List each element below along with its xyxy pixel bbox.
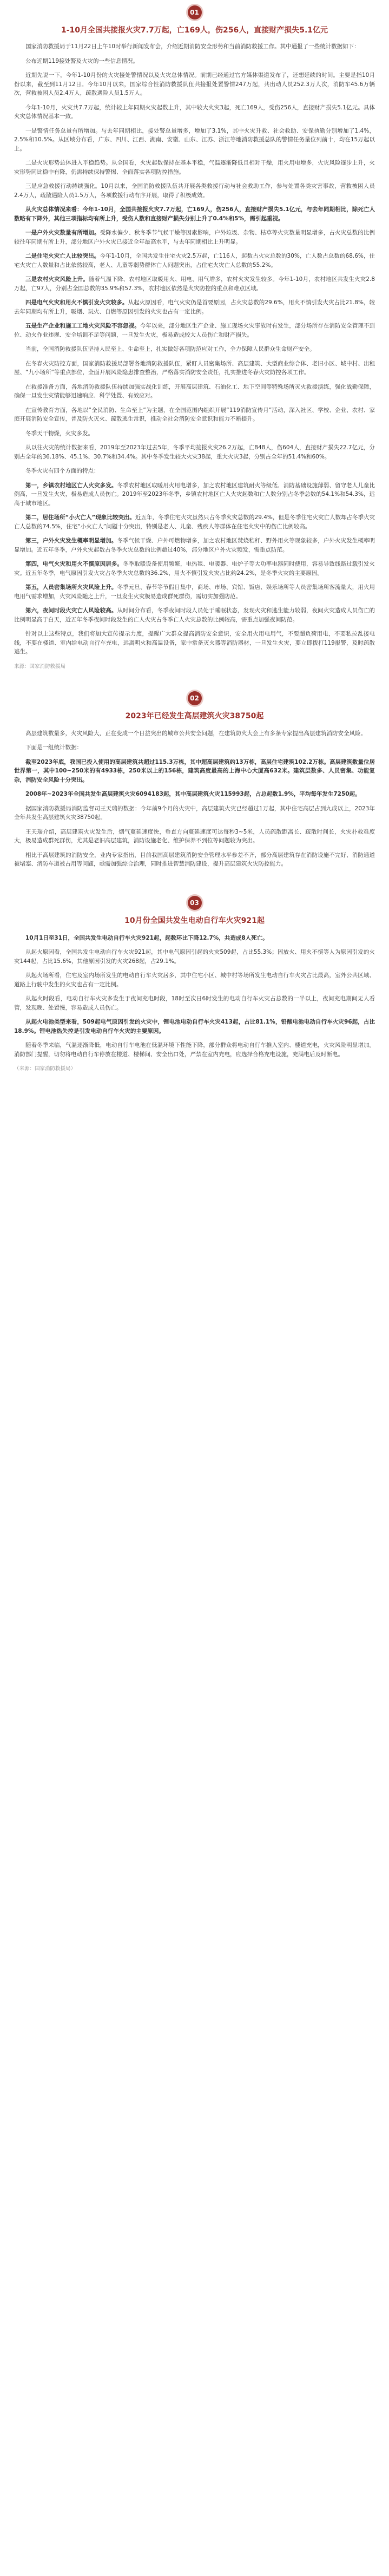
paragraph-highlight: 截至2023年底，我国已投入使用的高层建筑共超过115.3万栋，其中超高层建筑约13万栋，高层住宅建筑102.2万栋。高层建筑数量位居世界第一，其中100~250米的有4933栋，250米以上的156栋，建筑高度最高的上海中心大厦高632米。建筑层数多、人员密集、功能复杂，消防安全风险十分突出。 — [14, 758, 375, 783]
paragraph: 国家消防救援局于11月22日上午10时举行新闻发布会，介绍近期消防安全形势和当前消防救援工作。其中通报了一些统计数据如下： — [25, 43, 360, 50]
paragraph: 相比于高层建筑的消防安全，业内专家指出，目前我国高层建筑消防安全管理水平参差不齐，部分高层建筑存在消防设施不完好、消防通道被堵塞、消防车道被占用等问题，亟需加强综合治理，同时推进智慧消防建设，提升高层建筑火灾防控能力。 — [14, 851, 375, 867]
source-note: （来源：国家消防救援局） — [14, 1066, 76, 1072]
paragraph: 下面是一组统计数据： — [25, 744, 82, 751]
lead-text: 第四，电气火灾和用火不慎原因居多。 — [25, 561, 123, 567]
paragraph — [14, 583, 375, 601]
body-text: 冬季农村地区取暖用火用电增多，加之农村地区建筑耐火等级低、消防基础设施薄弱、留守老人儿童比例高，一旦发生火灾，极易造成人员伤亡。2019年至2023年冬季，乡镇农村地区亡人火灾起数和亡人数分别占冬季总数的54.1%和54.3%，远高于城市地区。 — [14, 482, 375, 507]
paragraph: 冬季天干物燥，火灾多发。 — [25, 430, 94, 437]
paragraph — [14, 560, 375, 578]
section-badge: 01 — [188, 5, 202, 19]
body-text: 随着气温下降、农村地区取暖用火、用电、用气增多，农村火灾发生较多。今年1-10月，农村地区共发生火灾2.8万起，亡97人，分别占全国总数的35.9%和57.3%，农村地区依然是火灾防控的重点和难点区域。 — [14, 276, 375, 292]
lead-text: 一是户外火灾数量有所增加。 — [25, 230, 100, 236]
lead-text: 第五，人员密集场所火灾风险上升。 — [25, 584, 117, 591]
section-title: 10月份全国共发生电动自行车火灾921起 — [124, 916, 265, 925]
paragraph: 在救援准备方面，各地消防救援队伍持续加强实战化训练，开展高层建筑、石油化工、地下空间等特殊场所灭火救援演练，强化战勤保障，确保一旦发生灾情能够迅速响应、科学处置、有效应对。 — [14, 383, 375, 399]
section-title: 1-10月全国共接报火灾7.7万起，亡169人，伤256人，直接财产损失5.1亿元 — [61, 26, 328, 35]
body-text: 冬季取暖设备使用频繁，电热毯、电暖器、电炉子等大功率电器同时使用，容易导致线路过载引发火灾。近五年冬季，电气原因引发火灾占冬季火灾总数的36.2%，用火不慎引发火灾占比约24.2%，是冬季火灾的主要原因。 — [14, 561, 375, 576]
section-badge: 03 — [188, 896, 202, 910]
paragraph — [14, 275, 375, 293]
paragraph — [14, 513, 375, 531]
paragraph: 据国家消防救援局消防监督司王天瑞的数据：今年前9个月的火灾中，高层建筑火灾已经超过1万起，其中住宅高层占到九成以上，2023年全年共发生高层建筑火灾38750起。 — [14, 805, 375, 821]
paragraph: 在冬春火灾防控方面，国家消防救援局部署各地消防救援队伍，紧盯人员密集场所、高层建筑、大型商业综合体、老旧小区、城中村、出租屋、“九小场所”等重点部位，全面开展风险隐患排查整治，严格落实消防安全责任，扎实推进冬春火灾防控各项工作。 — [14, 360, 375, 376]
lead-text: 第二，居住场所“小火亡人”现象比较突出。 — [25, 514, 135, 521]
paragraph: 当前，全国消防救援队伍坚持人民至上、生命至上，扎实做好各项防范应对工作，全力保障人民群众生命财产安全。 — [25, 346, 315, 352]
lead-text: 第六，夜间时段火灾亡人风险较高。 — [25, 607, 117, 614]
paragraph: 今年1-10月，火灾共7.7万起，统计较上年同期火灾起数上升，其中较大火灾3起，死亡169人，受伤256人，直接财产损失5.1亿元。具体火灾总体情况基本一致。 — [14, 104, 375, 120]
paragraph — [14, 606, 375, 624]
body-text: 从时间分布看，冬季夜间时段人员处于睡眠状态，发现火灾和逃生能力较弱，夜间火灾造成人员伤亡的比例明显高于白天，近五年冬季夜间时段发生的亡人火灾占冬季亡人火灾总数的比例较高，需重点加强夜间防范。 — [14, 607, 375, 623]
lead-text: 二是住宅火灾亡人比较突出。 — [25, 253, 100, 259]
source-note: 来源：国家消防救援局 — [14, 663, 66, 670]
paragraph: 一是警情任务总量有所增加。与去年同期相比，接处警总量增多，增加了3.1%，其中火灾升救、社会救助、安保执勤分别增加了1.4%，2.5%和10.5%。从区域分布看，广东、四川、江西、湖南、安徽、山东、江苏、浙江等地消防救援总队的警情任务量位列前十，均在15万起以上。 — [14, 127, 375, 152]
paragraph-highlight: 从火灾总体情况来看：今年1-10月，全国共接报火灾7.7万起，亡169人，伤256人，直接财产损失5.1亿元，与去年同期相比，除死亡人数略有下降外，其他三项指标均有所上升，受伤人数和直接财产损失分别上升了0.4%和5%，需引起重视。 — [14, 206, 375, 222]
paragraph — [14, 322, 375, 339]
lead-text: 四是电气火灾和用火不慎引发火灾较多。 — [25, 299, 128, 306]
paragraph: 随着冬季来临，气温逐渐降低，电动自行车电池在低温环境下性能下降，部分群众将电动自行车推入室内、楼道充电，火灾风险明显增加。消防部门提醒，切勿将电动自行车停放在楼道、楼梯间、安全出口处，严禁在室内充电，应选择合格充电设施，充满电后及时断电。 — [14, 1042, 375, 1058]
lead-text: 第一，乡镇农村地区亡人火灾多发。 — [25, 482, 117, 489]
body-text: 近五年，冬季住宅火灾虽然只占冬季火灾总数的29.4%，但是冬季住宅火灾亡人数却占冬季火灾亡人总数的74.5%，住宅“小火亡人”问题十分突出，特别是老人、儿童、残疾人等群体在住宅火灾中的伤亡比例较高。 — [14, 514, 375, 530]
paragraph: 针对以上这些特点，我们将加大宣传提示力度，提醒广大群众提高消防安全意识，安全用火用电用气，不要超负荷用电，不要私拉乱接电线，不要在楼道、室内给电动自行车充电，远离明火和高温设备，家中常备灭火器等消防器材，一旦发生火灾，要立即拨打119报警，及时疏散逃生。 — [14, 631, 375, 655]
section-title: 2023年已经发生高层建筑火灾38750起 — [125, 711, 264, 720]
section-3 — [14, 896, 375, 1072]
lead-text: 第三，户外火灾发生概率明显增加。 — [25, 538, 117, 544]
paragraph — [14, 252, 375, 270]
paragraph: 三是应急救援行动持续强化。10月以来，全国消防救援队伍共开展各类救援行动与社会救助工作，参与处置各类灾害事故，营救被困人员2.4万人，疏散遇险人员1.5万人，各项救援行动有序开展，取得了积极成效。 — [14, 183, 375, 199]
paragraph-highlight: 10月1日至31日，全国共发生电动自行车火灾921起，起数环比下降12.7%，共造成8人死亡。 — [25, 934, 268, 941]
body-text: 冬季气候干燥、户外可燃物增多，加之农村地区焚烧秸秆、野外用火等现象较多，户外火灾发生概率明显增加。近五年冬季，户外火灾起数占冬季火灾总数的比例超过40%，部分地区户外火灾频发，需重点防范。 — [14, 538, 375, 553]
paragraph: 高层建筑数量多，火灾风险大，正在变成一个日益突出的城市公共安全问题，在建筑防火大会上有多条专家提出高层建筑消防安全风险。 — [25, 730, 366, 737]
paragraph: 冬季火灾有四个方面的特点： — [25, 468, 100, 474]
paragraph-highlight: 2008年~2023年全国共发生高层建筑火灾6094183起，其中高层建筑火灾115993起，占总起数1.9%，平均每年发生7250起。 — [25, 791, 361, 797]
lead-text: 三是农村火灾风险上升。 — [25, 276, 89, 283]
lead-text: 五是生产企业和施工工地火灾风险不容忽视。 — [25, 323, 140, 329]
body-text: 今年1-10月，全国共发生住宅火灾2.5万起，亡116人，起数占火灾总数的30%，亡人数占总数的68.6%，住宅火灾亡人数量和占比依然较高，老人、儿童等弱势群体亡人问题突出，占住宅火灾亡人总数的55.2%。 — [14, 253, 375, 268]
paragraph: 近期先说一下，今年1-10月份的火灾接处警情况以及火灾总体情况。前期已经通过官方媒体渠道发布了，还想延续的时间。主要是指10月份以来，截至到11月12日。今年10月以来，国家综合性消防救援队伍共接报处置警情247万起，共出动人员252.3万人次，消防车45.6万辆次，营救被困人员2.4万人，疏散遇险人员1.5万人。 — [14, 72, 375, 96]
section-badge: 02 — [188, 691, 202, 705]
paragraph: 从以往火灾的统计数据来看，2019年至2023年过去5年，冬季平均接报火灾26.2万起，亡848人，伤604人，直接财产损失22.7亿元，分别占全年的36.18%、45.1%、30.7%和34.4%。其中冬季发生较大火灾38起，重大火灾3起，分别占全年的51.4%和60%。 — [14, 444, 375, 460]
paragraph: 在宣传教育方面，各地以“全民消防、生命至上”为主题，在全国范围内组织开展“119消防宣传月”活动，深入社区、学校、企业、农村、家庭开展消防安全宣传，普及防火灭火、疏散逃生常识，推动全社会消防安全意识和能力不断提升。 — [14, 407, 375, 422]
paragraph: 从起火场所看，住宅及室内场所发生的电动自行车火灾居多，其中住宅小区、城中村等场所发生电动自行车火灾占比最高，室外公共区域、道路上行驶中发生的火灾也占有一定比例。 — [14, 972, 375, 988]
paragraph-highlight: 从起火电池类型来看，509起电气原因引发的火灾中，锂电池电动自行车火灾413起，占比81.1%，铅酸电池电动自行车火灾96起，占比18.9%。锂电池热失控是引发电动自行车火灾的主要原因。 — [14, 1019, 375, 1034]
body-text: 受降水偏少、秋冬季节气候干燥等因素影响，户外垃圾、杂物、枯草等火灾数量明显增多，占火灾总数的比例较往年同期有所上升，部分地区户外火灾已接近全年最高水平，与去年同期相比上升明显。 — [14, 230, 375, 245]
section-2 — [14, 691, 375, 869]
body-text: 冬季元旦、春节等节假日集中，商场、市场、宾馆、饭店、娱乐场所等人员密集场所客流量大，用火用电用气需求增加，火灾风险随之上升，一旦发生火灾极易造成群死群伤，需切实加强防范。 — [14, 584, 375, 600]
paragraph: 从起火时段看，电动自行车火灾多发生于夜间充电时段，18时至次日6时发生的电动自行车火灾占总数的一半以上，夜间充电期间无人看管，发现晚、处置慢，容易造成人员伤亡。 — [14, 995, 375, 1011]
paragraph — [14, 298, 375, 316]
body-text: 从起火原因看，电气火灾仍是首要原因，占火灾总数的29.6%，用火不慎引发火灾占比21.8%，较去年同期均有所上升，吸烟、玩火、自燃等原因引发的火灾也占有一定比例。 — [14, 299, 375, 315]
paragraph — [14, 536, 375, 554]
paragraph: 公布近期119接处警及火灾的一些信息情况。 — [25, 57, 139, 64]
paragraph: 王天瑞介绍，高层建筑火灾发生后，烟气蔓延速度快，垂直方向蔓延速度可达每秒3~5米，人员疏散距离长、疏散时间长，火灾扑救难度大，极易造成群死群伤，尤其是老旧高层建筑，消防设施老化、维护保养不到位等问题较为突出。 — [14, 828, 375, 844]
paragraph — [14, 481, 375, 508]
paragraph — [14, 228, 375, 246]
paragraph: 从起火原因看，全国共发生电动自行车火灾921起，其中电气原因引起的火灾509起，占比55.3%；因放火、用火不慎等人为原因引发的火灾144起，占比15.6%，其他原因引发的火灾268起，占29.1%。 — [14, 949, 375, 965]
paragraph: 二是火灾形势总体进入平稳趋势。从全国看，火灾起数保持在基本平稳，气温逐渐降低且相对干燥，用火用电增多，火灾风险逐步上升，火灾形势同比稳中有降，仍需持续保持警惕、全面落实各项防控措施。 — [14, 160, 375, 175]
body-text: 今年以来，部分地区生产企业、施工现场火灾事故时有发生，部分场所存在消防安全管理不到位、动火作业违规、安全培训不足等问题，一旦发生火灾，极易造成较大人员伤亡和财产损失。 — [14, 323, 375, 338]
section-1 — [14, 0, 375, 670]
